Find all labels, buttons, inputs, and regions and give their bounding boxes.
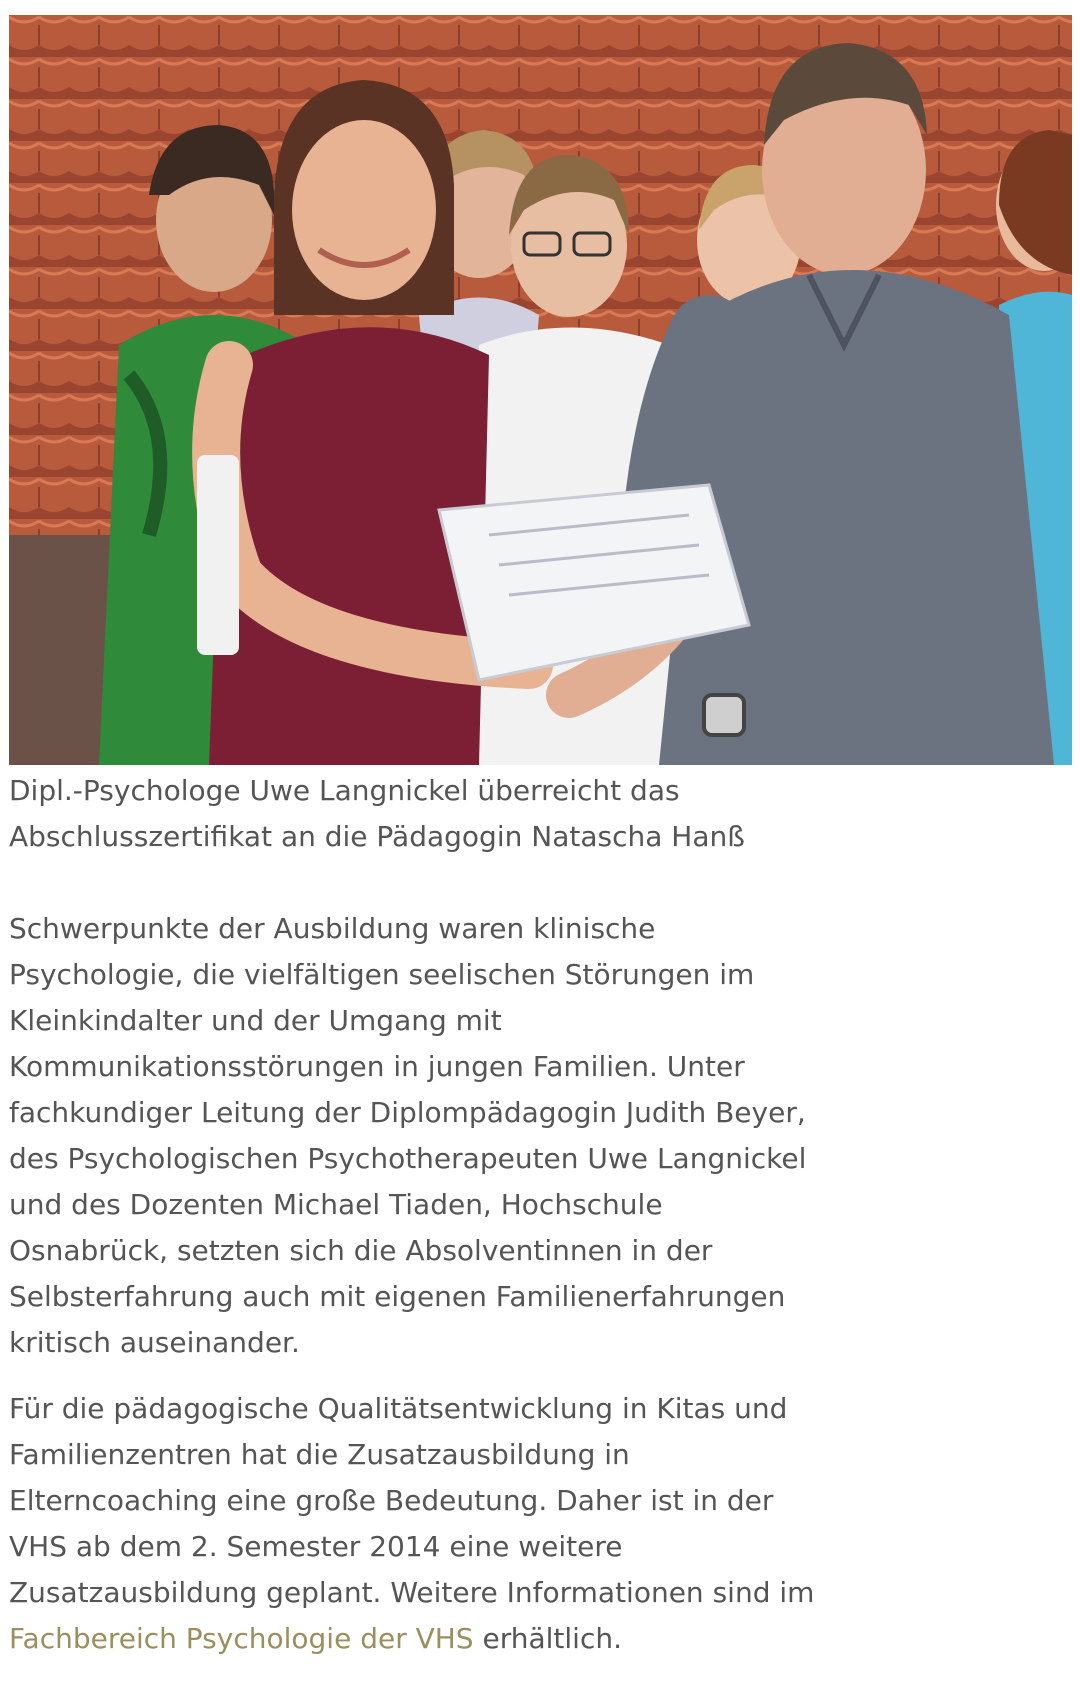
psychologie-department-link[interactable]: Fachbereich Psychologie der VHS (9, 1622, 474, 1655)
article-photo (9, 15, 1072, 765)
paragraph-2-text: Für die pädagogische Qualitätsentwicklung in Kitas und Familienzentren hat die Zusatzausbildung in Elterncoaching eine große Bedeutung. Daher ist in der VHS ab dem 2. Semester 2014 eine weitere Zusatzausbildung geplant. Weitere Informationen sind im (9, 1392, 815, 1609)
caption-line-1: Dipl.-Psychologe Uwe Langnickel überreicht das (9, 774, 680, 807)
rolled-certificate (197, 455, 239, 655)
article-paragraph-1: Schwerpunkte der Ausbildung waren klinische Psychologie, die vielfältigen seelischen Störungen im Kleinkindalter und der Umgang mit Kommunikationsstörungen in jungen Familien. Unter fachkundiger Leitung der Diplompädagogin Judith Beyer, des Psychologischen Psychotherapeuten Uwe Langnickel und des Dozenten Michael Tiaden, Hochschule Osnabrück, setzten sich die Absolventinnen in der Selbsterfahrung auch mit eigenen Familienerfahrungen kritisch auseinander. (9, 912, 807, 1359)
caption-line-2: Abschlusszertifikat an die Pädagogin Natascha Hanß (9, 820, 745, 853)
photo-caption (9, 768, 829, 860)
paragraph-2-end: erhältlich. (473, 1622, 623, 1655)
photo-illustration (9, 15, 1072, 765)
article-paragraph-2 (9, 1386, 829, 1662)
